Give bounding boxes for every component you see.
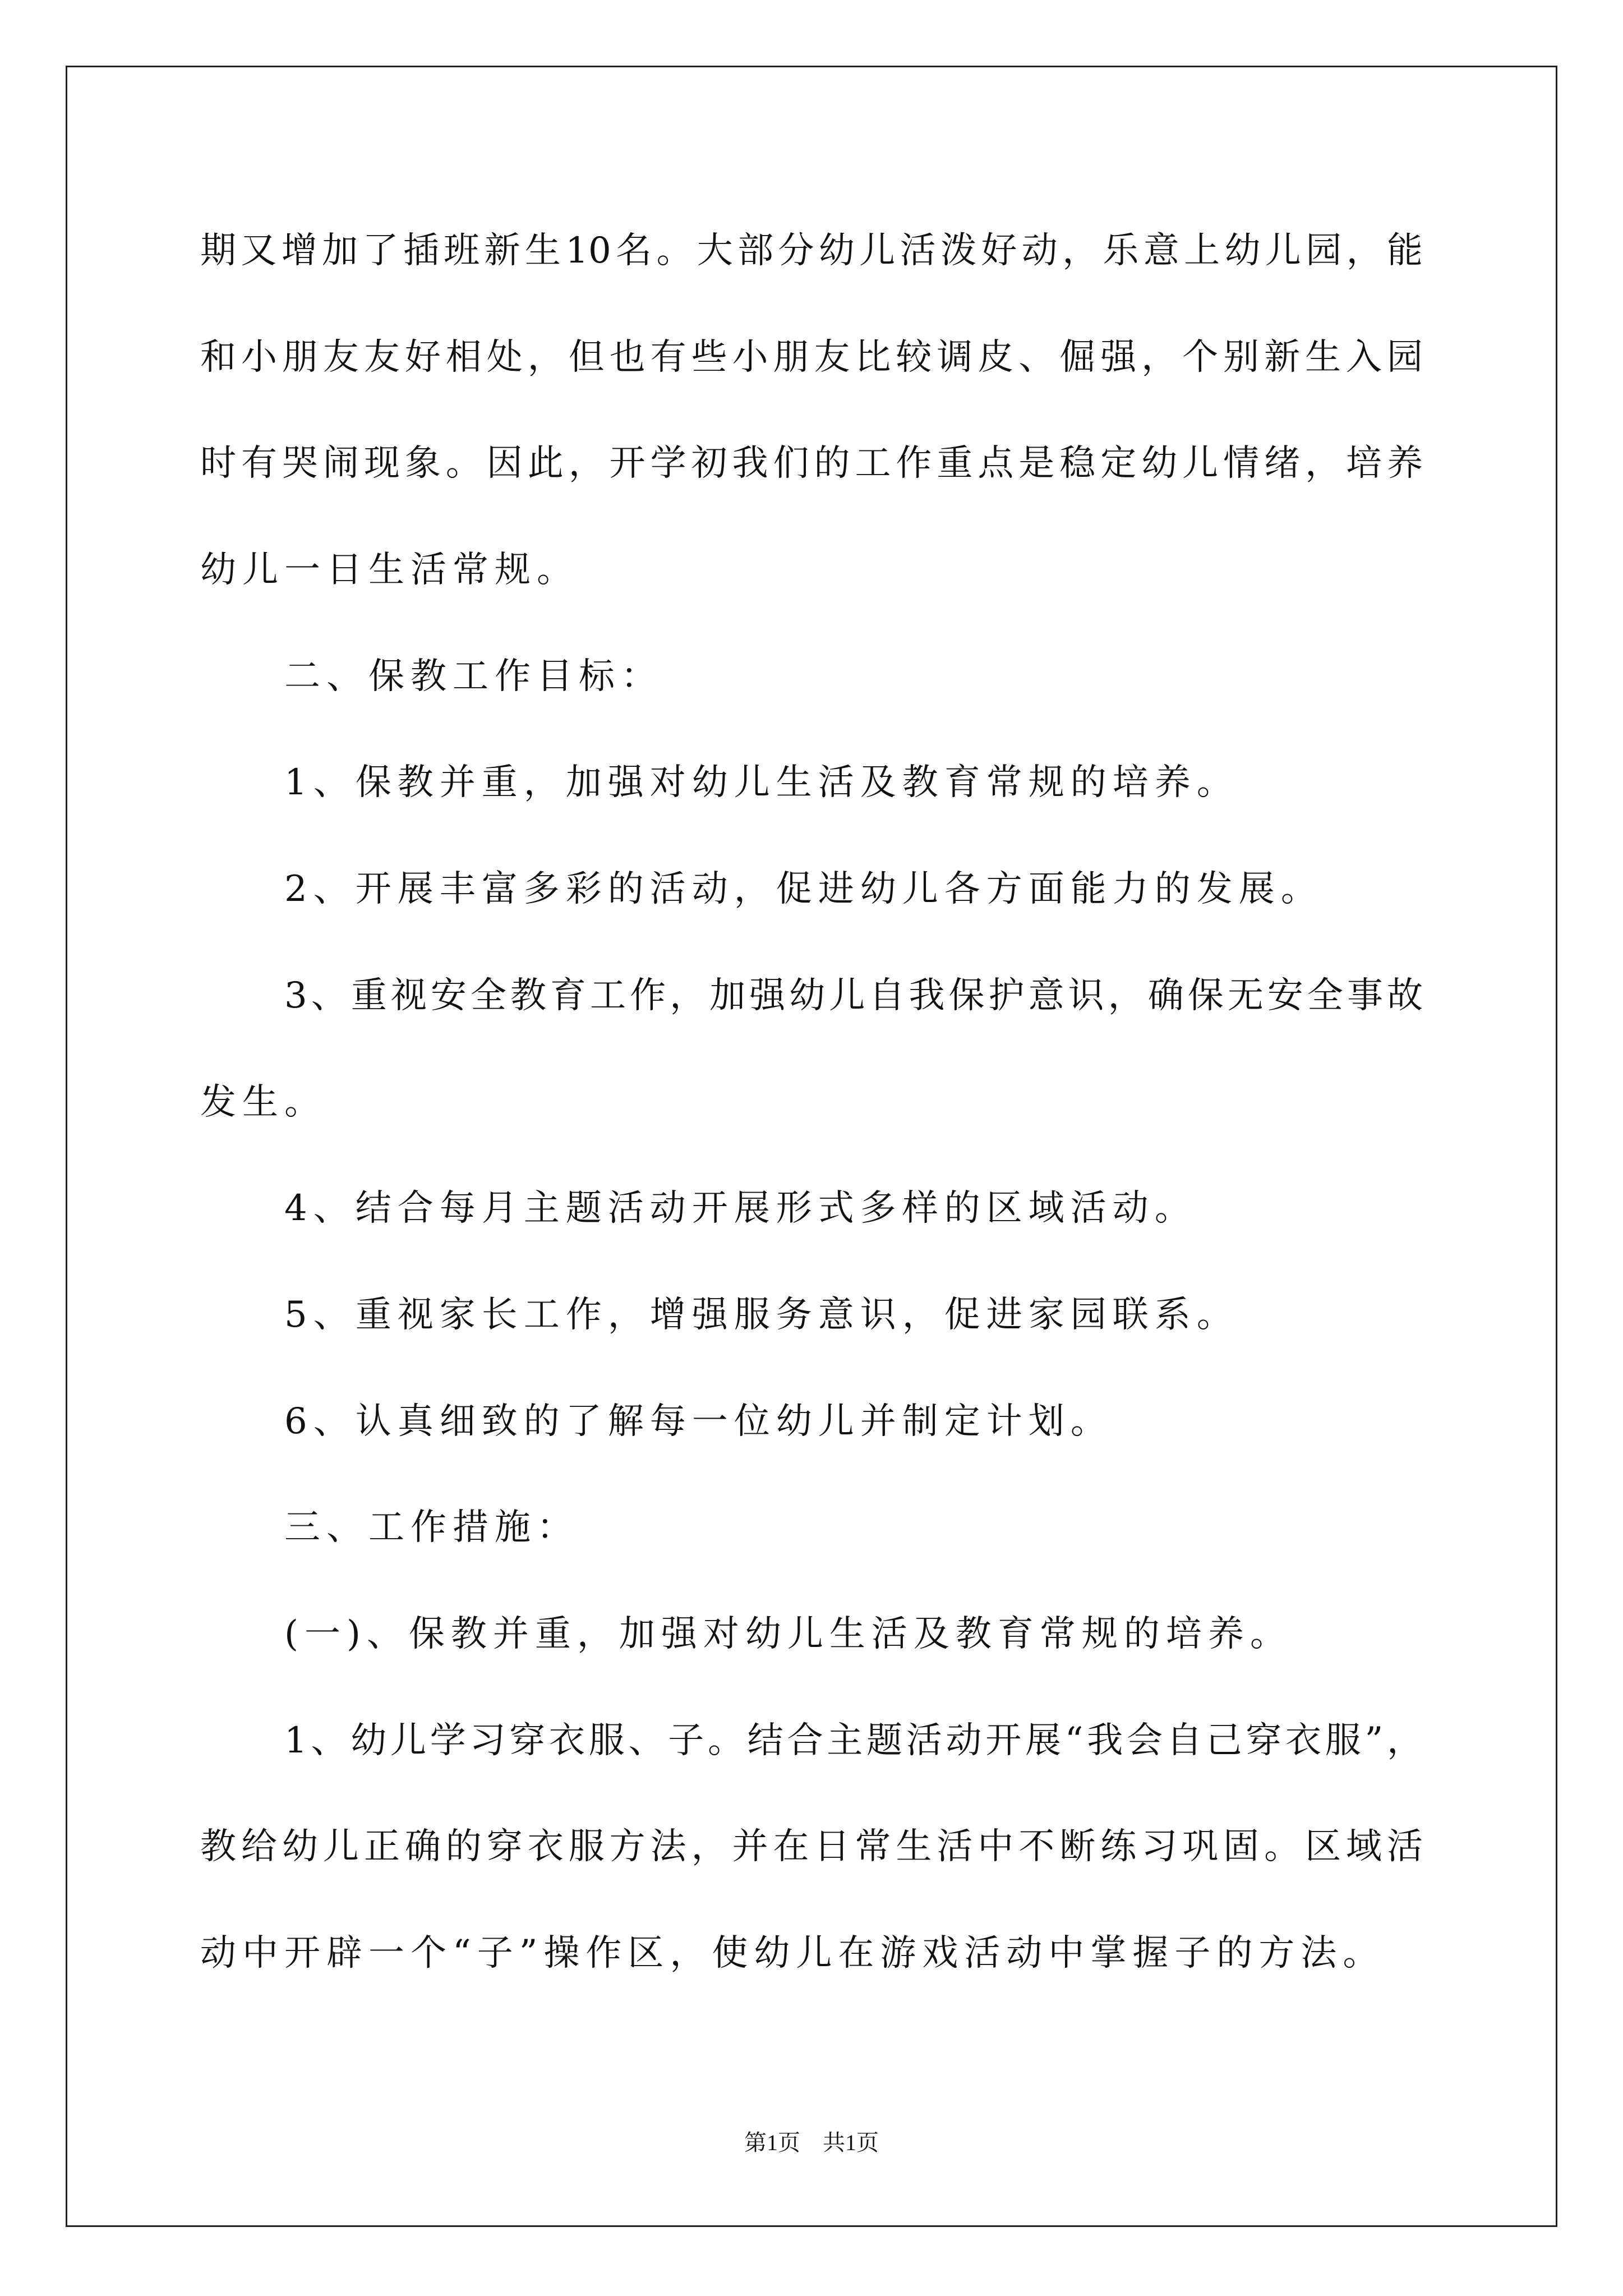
subsection-heading: (一)、保教并重，加强对幼儿生活及教育常规的培养。 bbox=[284, 1613, 1292, 1655]
goal-item-4: 4、结合每月主题活动开展形式多样的区域活动。 bbox=[284, 1188, 1197, 1230]
paragraph-line: 幼儿一日生活常规。 bbox=[200, 549, 579, 591]
goal-item-1: 1、保教并重，加强对幼儿生活及教育常规的培养。 bbox=[284, 762, 1239, 804]
page-number: 第1页 bbox=[744, 2130, 800, 2155]
goal-item-3: 3、重视安全教育工作，加强幼儿自我保护意识，确保无安全事故 bbox=[284, 974, 1423, 1016]
goal-item-5: 5、重视家长工作，增强服务意识，促进家园联系。 bbox=[284, 1294, 1239, 1336]
paragraph-line: 时有哭闹现象。因此，开学初我们的工作重点是稳定幼儿情绪，培养 bbox=[200, 443, 1423, 485]
section-heading-goals: 二、保教工作目标： bbox=[284, 655, 663, 697]
goal-item-2: 2、开展丰富多彩的活动，促进幼儿各方面能力的发展。 bbox=[284, 868, 1323, 910]
goal-item-3-continued: 发生。 bbox=[200, 1081, 326, 1123]
measure-item-1-continued: 动中开辟一个“子”操作区，使幼儿在游戏活动中掌握子的方法。 bbox=[200, 1932, 1385, 1974]
goal-item-6: 6、认真细致的了解每一位幼儿并制定计划。 bbox=[284, 1400, 1113, 1442]
page-footer bbox=[0, 2126, 1623, 2160]
paragraph-line: 期又增加了插班新生10名。大部分幼儿活泼好动，乐意上幼儿园，能 bbox=[200, 230, 1423, 272]
measure-item-1-continued: 教给幼儿正确的穿衣服方法，并在日常生活中不断练习巩固。区域活 bbox=[200, 1826, 1423, 1868]
measure-item-1: 1、幼儿学习穿衣服、子。结合主题活动开展“我会自己穿衣服”， bbox=[284, 1719, 1423, 1761]
section-heading-measures: 三、工作措施： bbox=[284, 1507, 579, 1549]
document-body bbox=[200, 198, 1423, 2007]
paragraph-line: 和小朋友友好相处，但也有些小朋友比较调皮、倔强，个别新生入园 bbox=[200, 336, 1423, 378]
page-total: 共1页 bbox=[823, 2130, 879, 2155]
